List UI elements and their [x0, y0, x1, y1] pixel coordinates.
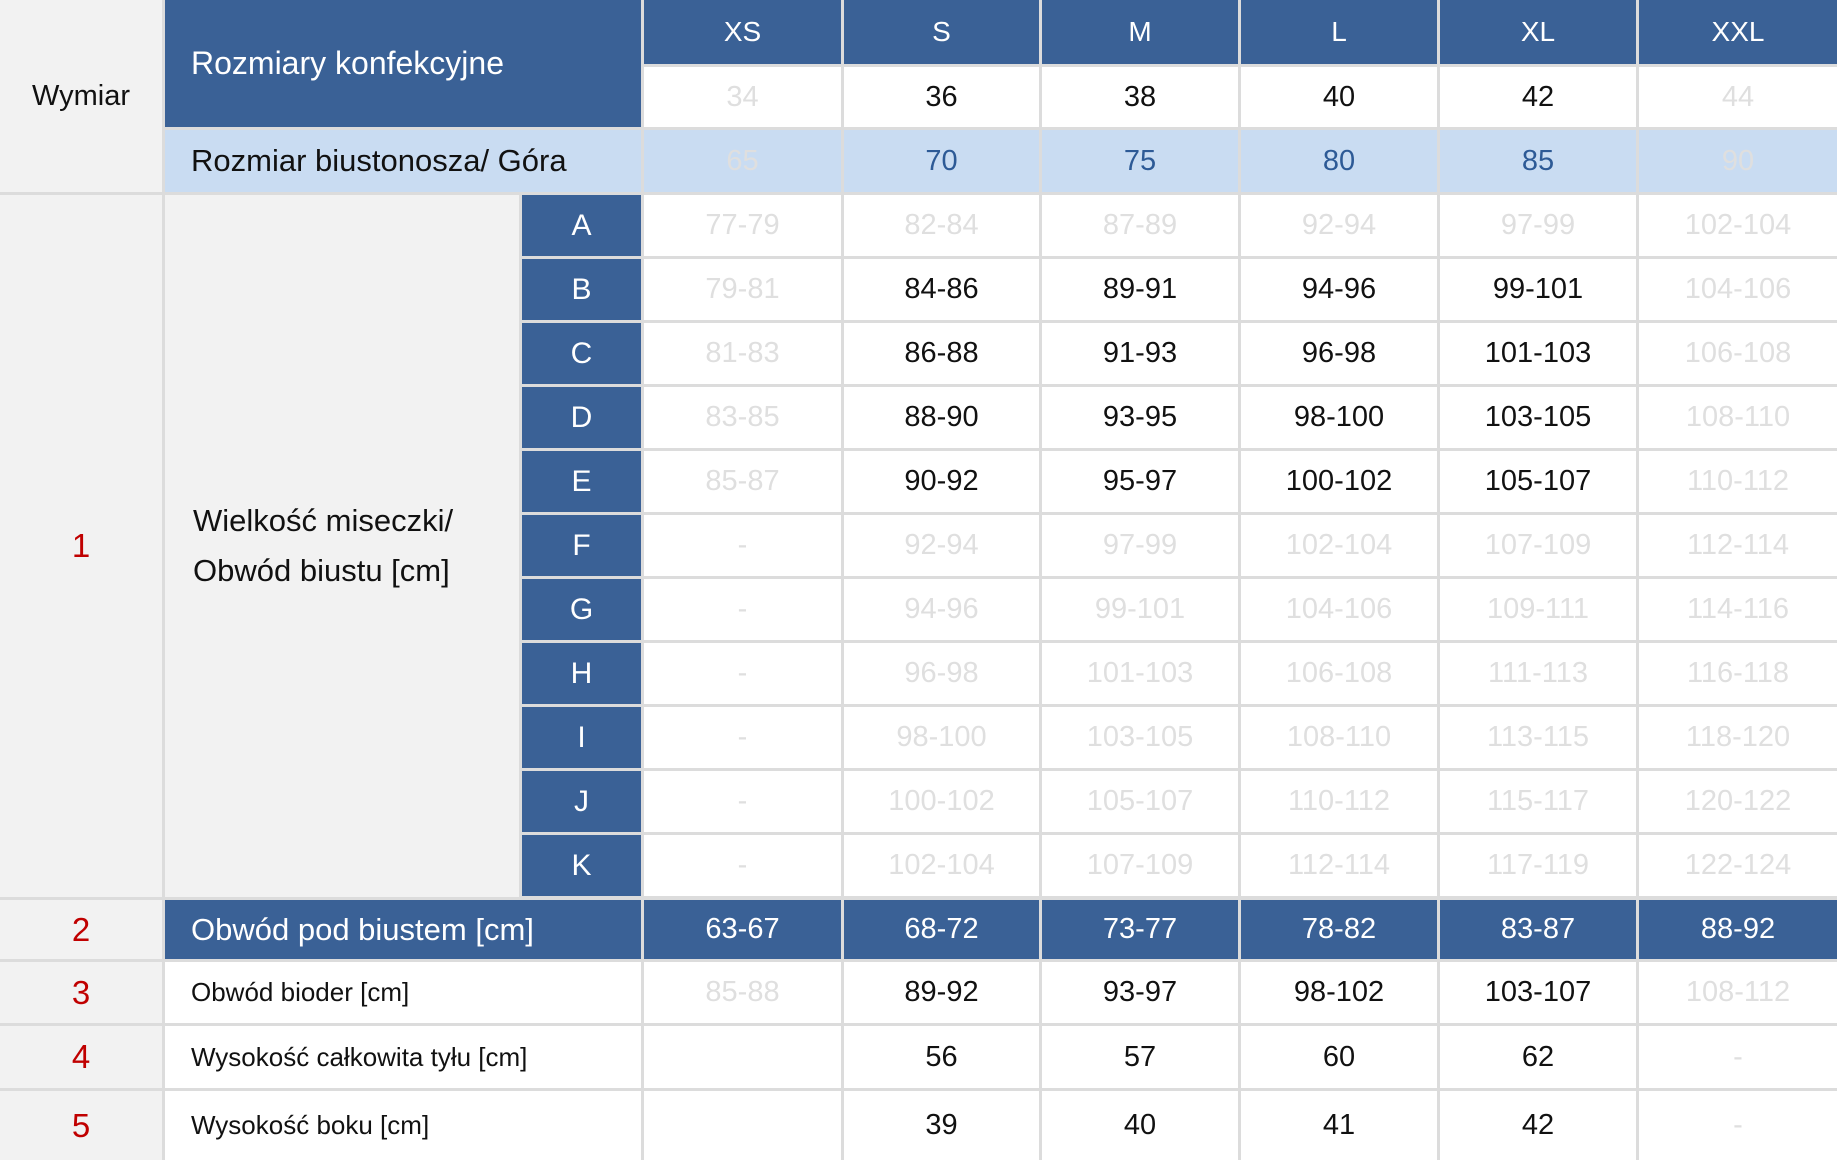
size-letter-header: XXL [1639, 0, 1837, 64]
measurement-number: 5 [0, 1091, 162, 1160]
bust-value-cell: 100-102 [844, 771, 1039, 832]
size-number-cell: 40 [1241, 67, 1437, 127]
bust-value-cell: - [644, 835, 841, 896]
bust-value-cell: 115-117 [1440, 771, 1636, 832]
bust-value-cell: 102-104 [1241, 515, 1437, 576]
measurement-value-cell: 60 [1241, 1026, 1437, 1088]
bust-value-cell: 103-105 [1440, 387, 1636, 448]
measurement-label: Obwód pod biustem [cm] [165, 900, 641, 959]
bust-value-cell: 102-104 [844, 835, 1039, 896]
bust-value-cell: 122-124 [1639, 835, 1837, 896]
bra-size-header: Rozmiar biustonosza/ Góra [165, 130, 641, 192]
measurement-value-cell [644, 1091, 841, 1160]
size-letter-header: L [1241, 0, 1437, 64]
bust-value-cell: 113-115 [1440, 707, 1636, 768]
size-letter-header: XL [1440, 0, 1636, 64]
measurement-value-cell: 88-92 [1639, 900, 1837, 959]
bra-size-cell: 85 [1440, 130, 1636, 192]
measurement-value-cell: 78-82 [1241, 900, 1437, 959]
bust-value-cell: 103-105 [1042, 707, 1238, 768]
bust-value-cell: 112-114 [1639, 515, 1837, 576]
size-number-cell: 38 [1042, 67, 1238, 127]
bust-value-cell: 106-108 [1639, 323, 1837, 384]
measurement-value-cell: 83-87 [1440, 900, 1636, 959]
cup-letter-cell: E [522, 451, 641, 512]
bra-size-cell: 65 [644, 130, 841, 192]
bust-value-cell: - [644, 707, 841, 768]
measurement-value-cell: 98-102 [1241, 962, 1437, 1023]
measurement-number: 3 [0, 962, 162, 1023]
bust-value-cell: 92-94 [1241, 195, 1437, 256]
bust-value-cell: 108-110 [1639, 387, 1837, 448]
bra-size-cell: 75 [1042, 130, 1238, 192]
measurement-label: Wysokość całkowita tyłu [cm] [165, 1026, 641, 1088]
cup-letter-cell: C [522, 323, 641, 384]
bust-value-cell: 110-112 [1639, 451, 1837, 512]
measurement-value-cell: 41 [1241, 1091, 1437, 1160]
bust-section-number: 1 [0, 195, 162, 897]
cup-letter-cell: H [522, 643, 641, 704]
bust-value-cell: 84-86 [844, 259, 1039, 320]
bra-size-cell: 90 [1639, 130, 1837, 192]
bust-value-cell: 111-113 [1440, 643, 1636, 704]
bust-value-cell: 120-122 [1639, 771, 1837, 832]
bust-value-cell: 85-87 [644, 451, 841, 512]
bust-value-cell: 101-103 [1440, 323, 1636, 384]
bust-value-cell: 99-101 [1042, 579, 1238, 640]
measurement-value-cell: - [1639, 1026, 1837, 1088]
size-number-cell: 34 [644, 67, 841, 127]
bust-label-line1: Wielkość miseczki/ [193, 503, 454, 538]
bust-value-cell: 118-120 [1639, 707, 1837, 768]
bust-value-cell: 93-95 [1042, 387, 1238, 448]
bust-value-cell: 116-118 [1639, 643, 1837, 704]
measurement-value-cell: 93-97 [1042, 962, 1238, 1023]
measurement-value-cell: 57 [1042, 1026, 1238, 1088]
bust-value-cell: 87-89 [1042, 195, 1238, 256]
measurement-value-cell: 63-67 [644, 900, 841, 959]
measurement-value-cell: 62 [1440, 1026, 1636, 1088]
bust-value-cell: 96-98 [1241, 323, 1437, 384]
bust-value-cell: 99-101 [1440, 259, 1636, 320]
bust-label-line2: Obwód biustu [cm] [193, 553, 450, 588]
bust-value-cell: 107-109 [1440, 515, 1636, 576]
measurement-value-cell: 56 [844, 1026, 1039, 1088]
bust-value-cell: 94-96 [844, 579, 1039, 640]
measurement-value-cell: 68-72 [844, 900, 1039, 959]
bust-value-cell: 106-108 [1241, 643, 1437, 704]
measurement-number: 4 [0, 1026, 162, 1088]
bust-value-cell: 114-116 [1639, 579, 1837, 640]
size-letter-header: M [1042, 0, 1238, 64]
bust-value-cell: 96-98 [844, 643, 1039, 704]
bust-value-cell: 112-114 [1241, 835, 1437, 896]
measurement-label: Wysokość boku [cm] [165, 1091, 641, 1160]
cup-letter-cell: B [522, 259, 641, 320]
measurement-value-cell: 73-77 [1042, 900, 1238, 959]
size-letter-header: XS [644, 0, 841, 64]
cup-letter-cell: D [522, 387, 641, 448]
size-letter-header: S [844, 0, 1039, 64]
cup-letter-cell: K [522, 835, 641, 896]
bust-value-cell: - [644, 515, 841, 576]
bust-value-cell: - [644, 771, 841, 832]
measurement-value-cell: - [1639, 1091, 1837, 1160]
bust-value-cell: 97-99 [1440, 195, 1636, 256]
measurement-value-cell: 39 [844, 1091, 1039, 1160]
measurement-value-cell: 40 [1042, 1091, 1238, 1160]
bra-size-cell: 80 [1241, 130, 1437, 192]
bust-value-cell: 104-106 [1639, 259, 1837, 320]
measurement-value-cell: 89-92 [844, 962, 1039, 1023]
measurement-value-cell [644, 1026, 841, 1088]
bust-value-cell: 117-119 [1440, 835, 1636, 896]
bust-value-cell: 89-91 [1042, 259, 1238, 320]
bust-value-cell: - [644, 579, 841, 640]
bust-value-cell: 104-106 [1241, 579, 1437, 640]
measurement-header: Wymiar [0, 0, 162, 192]
bust-value-cell: 97-99 [1042, 515, 1238, 576]
measurement-value-cell: 85-88 [644, 962, 841, 1023]
bra-size-cell: 70 [844, 130, 1039, 192]
bust-value-cell: 108-110 [1241, 707, 1437, 768]
bust-section-label [165, 195, 519, 897]
bust-value-cell: 105-107 [1440, 451, 1636, 512]
bust-value-cell: 101-103 [1042, 643, 1238, 704]
bust-value-cell: 83-85 [644, 387, 841, 448]
measurement-value-cell: 108-112 [1639, 962, 1837, 1023]
measurement-value-cell: 103-107 [1440, 962, 1636, 1023]
bust-value-cell: - [644, 643, 841, 704]
cup-letter-cell: G [522, 579, 641, 640]
size-number-cell: 36 [844, 67, 1039, 127]
measurement-label: Obwód bioder [cm] [165, 962, 641, 1023]
bust-value-cell: 98-100 [844, 707, 1039, 768]
bust-value-cell: 100-102 [1241, 451, 1437, 512]
bust-value-cell: 92-94 [844, 515, 1039, 576]
bust-value-cell: 82-84 [844, 195, 1039, 256]
bust-value-cell: 95-97 [1042, 451, 1238, 512]
cup-letter-cell: F [522, 515, 641, 576]
clothing-sizes-header: Rozmiary konfekcyjne [165, 0, 641, 127]
cup-letter-cell: J [522, 771, 641, 832]
measurement-value-cell: 42 [1440, 1091, 1636, 1160]
bust-value-cell: 107-109 [1042, 835, 1238, 896]
bust-value-cell: 77-79 [644, 195, 841, 256]
bust-value-cell: 109-111 [1440, 579, 1636, 640]
cup-letter-cell: I [522, 707, 641, 768]
bust-value-cell: 86-88 [844, 323, 1039, 384]
bust-value-cell: 102-104 [1639, 195, 1837, 256]
measurement-number: 2 [0, 900, 162, 959]
size-number-cell: 44 [1639, 67, 1837, 127]
bust-value-cell: 98-100 [1241, 387, 1437, 448]
bust-value-cell: 79-81 [644, 259, 841, 320]
bust-value-cell: 110-112 [1241, 771, 1437, 832]
bust-value-cell: 88-90 [844, 387, 1039, 448]
bust-value-cell: 81-83 [644, 323, 841, 384]
bust-value-cell: 91-93 [1042, 323, 1238, 384]
cup-letter-cell: A [522, 195, 641, 256]
bust-value-cell: 105-107 [1042, 771, 1238, 832]
bust-value-cell: 90-92 [844, 451, 1039, 512]
size-number-cell: 42 [1440, 67, 1636, 127]
bust-value-cell: 94-96 [1241, 259, 1437, 320]
